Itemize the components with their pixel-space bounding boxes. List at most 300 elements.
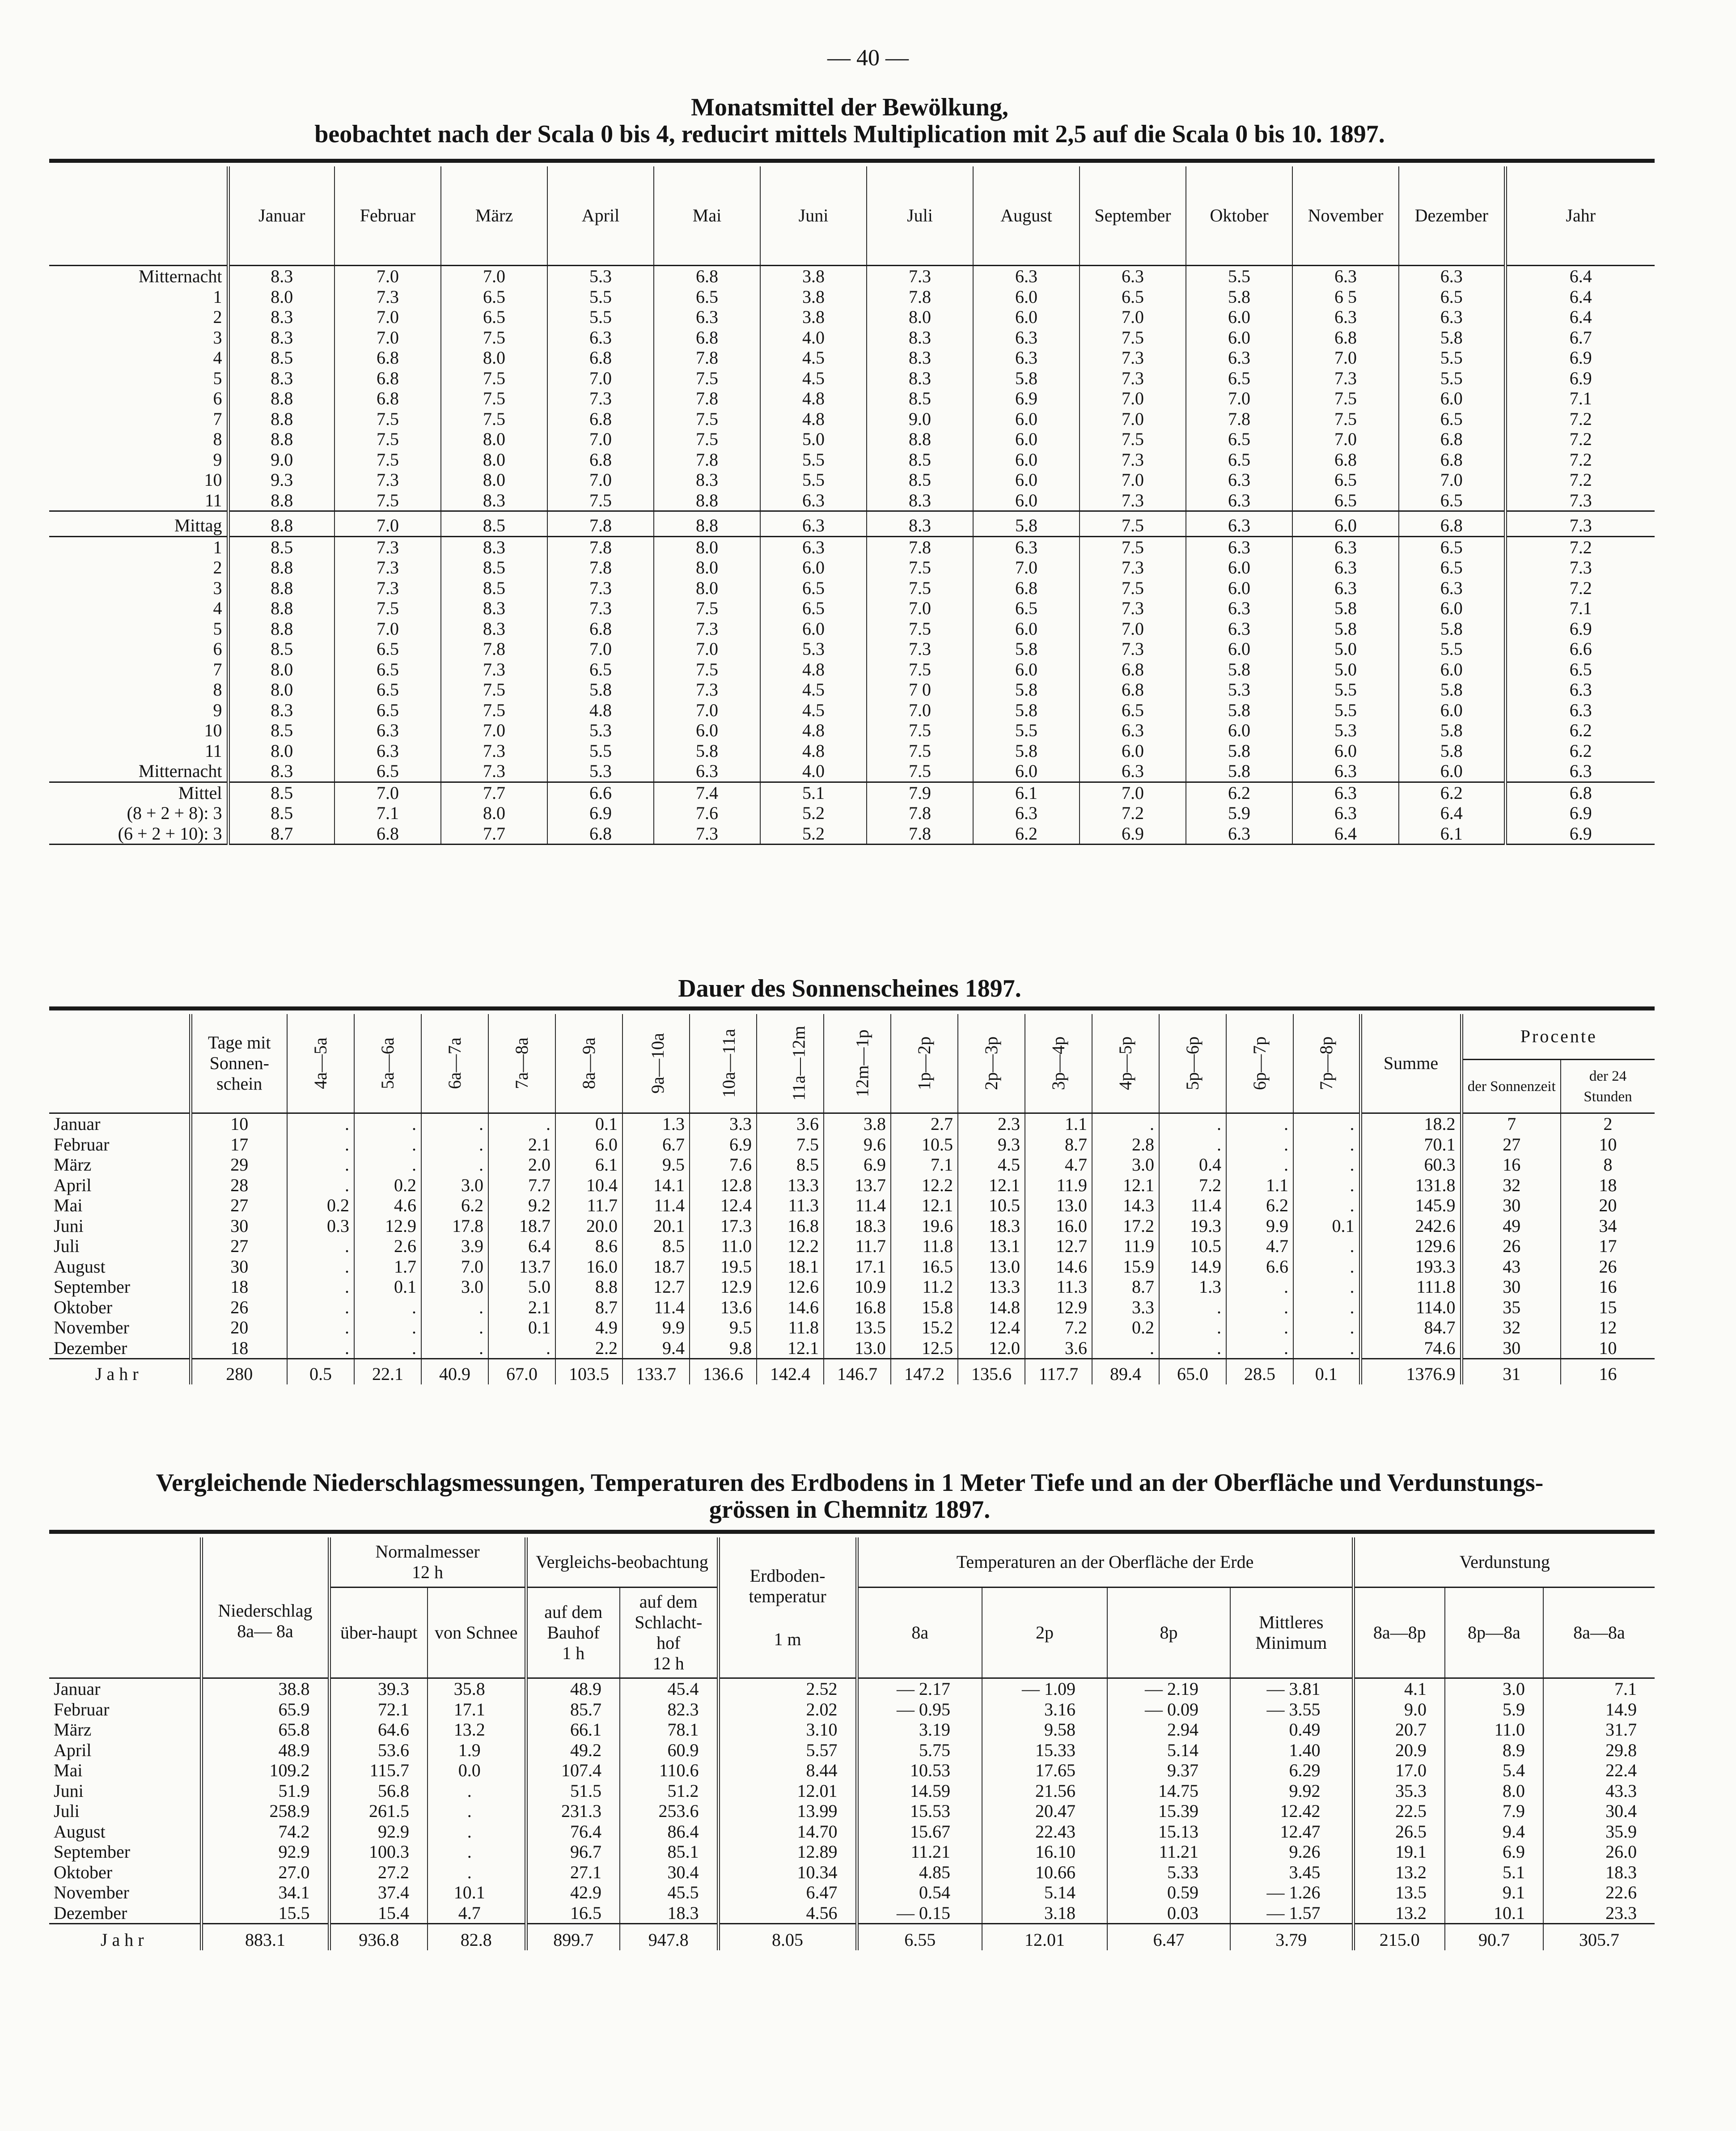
value-cell: — 1.26: [1230, 1882, 1353, 1903]
value-cell: 6.6: [1505, 639, 1655, 659]
hour-cell: 135.6: [958, 1359, 1025, 1384]
value-cell: 6.0: [760, 619, 867, 639]
schlachthof-sub: 12 h: [652, 1653, 684, 1673]
value-cell: 27.2: [329, 1862, 428, 1883]
value-cell: 7 0: [867, 679, 973, 700]
hour-cell: .: [1226, 1155, 1293, 1175]
value-cell: 3.8: [760, 266, 867, 287]
value-cell: 5.8: [973, 679, 1080, 700]
value-cell: 8.9: [1445, 1740, 1543, 1761]
value-cell: 6.0: [1399, 659, 1505, 680]
value-cell: 6.47: [718, 1882, 857, 1903]
value-cell: 5.8: [973, 511, 1080, 537]
hour-cell: 11.9: [1092, 1236, 1159, 1257]
value-cell: 6.0: [1186, 327, 1292, 348]
hour-cell: 0.1: [1293, 1359, 1360, 1384]
hour-cell: .: [354, 1134, 421, 1155]
procente-sonnenzeit-cell: 32: [1461, 1317, 1561, 1338]
value-cell: 7.0: [1399, 470, 1505, 490]
row-label: 8: [213, 429, 222, 449]
hour-cell: 103.5: [555, 1359, 622, 1384]
value-cell: 6.55: [857, 1924, 982, 1950]
value-cell: 7.5: [547, 490, 654, 511]
tage-header: Tage mit Sonnen-schein: [191, 1014, 287, 1113]
value-cell: 6.8: [1399, 450, 1505, 470]
hour-cell: 117.7: [1025, 1359, 1092, 1384]
row-label: 10: [204, 470, 222, 490]
month-label: Oktober: [54, 1862, 113, 1882]
value-cell: 7.5: [867, 761, 973, 782]
value-cell: 5.5: [1292, 679, 1399, 700]
value-cell: — 0.09: [1107, 1699, 1230, 1720]
value-cell: 7.8: [867, 803, 973, 824]
value-cell: 7.3: [1080, 368, 1186, 389]
hour-cell: 6.2: [1226, 1195, 1293, 1216]
value-cell: 48.9: [526, 1678, 620, 1699]
value-cell: 6.3: [1186, 619, 1292, 639]
value-cell: 14.75: [1107, 1781, 1230, 1801]
procente-sonnenzeit-cell: 30: [1461, 1338, 1561, 1359]
month-label: August: [54, 1821, 106, 1842]
value-cell: 35.3: [1353, 1781, 1445, 1801]
value-cell: 6.8: [1080, 679, 1186, 700]
value-cell: 6.0: [1399, 700, 1505, 721]
month-label: August: [54, 1256, 106, 1277]
hour-cell: 20.1: [622, 1216, 690, 1236]
value-cell: 9.37: [1107, 1760, 1230, 1781]
hour-cell: 13.1: [958, 1236, 1025, 1257]
hour-cell: 2.0: [488, 1155, 555, 1175]
hour-cell: .: [1293, 1338, 1360, 1359]
table-row: [49, 287, 1655, 307]
value-cell: 13.2: [428, 1719, 526, 1740]
hour-cell: .: [287, 1134, 354, 1155]
value-cell: 5.57: [718, 1740, 857, 1761]
value-cell: 4.85: [857, 1862, 982, 1883]
hour-cell: 15.8: [891, 1297, 958, 1318]
value-cell: 6.3: [1505, 700, 1655, 721]
value-cell: 6.3: [1080, 266, 1186, 287]
value-cell: 8.5: [228, 803, 334, 824]
hour-cell: 13.0: [1025, 1195, 1092, 1216]
hour-cell: .: [1159, 1134, 1226, 1155]
value-cell: 12.42: [1230, 1801, 1353, 1821]
value-cell: 7.3: [547, 598, 654, 619]
month-label: Juli: [54, 1801, 80, 1821]
hour-cell: 147.2: [891, 1359, 958, 1384]
value-cell: 4.8: [760, 409, 867, 429]
hour-cell: 1.1: [1226, 1175, 1293, 1196]
value-cell: 6.8: [334, 368, 441, 389]
hour-cell: 14.8: [958, 1297, 1025, 1318]
tage-cell: 28: [191, 1175, 287, 1196]
hour-cell: 0.1: [555, 1113, 622, 1134]
value-cell: 6.3: [760, 536, 867, 557]
value-cell: 6.5: [334, 761, 441, 782]
hour-label: 1p—2p: [914, 1036, 934, 1090]
value-cell: 7.3: [1080, 348, 1186, 368]
value-cell: 8.8: [228, 429, 334, 450]
value-cell: 8.5: [228, 720, 334, 741]
value-cell: 6.5: [1186, 450, 1292, 470]
procente-24h-header: der 24 Stunden: [1561, 1060, 1655, 1113]
hour-cell: .: [287, 1155, 354, 1175]
value-cell: 6.5: [760, 578, 867, 599]
value-cell: 6.0: [973, 490, 1080, 511]
value-cell: 7.5: [654, 659, 760, 680]
hour-cell: 12.9: [1025, 1297, 1092, 1318]
value-cell: 5.8: [1399, 720, 1505, 741]
cloudiness-table: [49, 166, 1655, 845]
tage-cell: 27: [191, 1195, 287, 1216]
value-cell: 5.5: [547, 307, 654, 327]
hour-cell: 11.3: [757, 1195, 824, 1216]
value-cell: 5.9: [1186, 803, 1292, 824]
hour-label: 12m—1p: [852, 1029, 872, 1097]
value-cell: 7.5: [654, 429, 760, 450]
erdboden-header: [718, 1537, 857, 1678]
hour-cell: 22.1: [354, 1359, 421, 1384]
hour-cell: 4.6: [354, 1195, 421, 1216]
value-cell: 8.5: [441, 557, 547, 578]
value-cell: — 1.09: [982, 1678, 1107, 1699]
value-cell: 5.1: [1445, 1862, 1543, 1883]
value-cell: 7.3: [1292, 368, 1399, 389]
value-cell: 9.0: [1353, 1699, 1445, 1720]
hour-cell: 3.3: [1092, 1297, 1159, 1318]
value-cell: 12.89: [718, 1842, 857, 1862]
value-cell: 10.1: [428, 1882, 526, 1903]
value-cell: 51.5: [526, 1781, 620, 1801]
month-label: Januar: [54, 1679, 101, 1699]
month-label: September: [54, 1277, 131, 1297]
hour-cell: 8.8: [555, 1277, 622, 1297]
value-cell: 8.3: [228, 307, 334, 327]
hour-cell: 10.5: [891, 1134, 958, 1155]
value-cell: 6.9: [1505, 348, 1655, 368]
value-cell: 5.3: [547, 720, 654, 741]
table-row: [49, 1740, 1655, 1761]
value-cell: 7.0: [547, 470, 654, 490]
value-cell: 14.70: [718, 1821, 857, 1842]
hour-label: 5p—6p: [1182, 1036, 1202, 1090]
value-cell: 9.92: [1230, 1781, 1353, 1801]
hour-header: [488, 1014, 555, 1113]
row-label: 1: [213, 286, 222, 307]
value-cell: 6.0: [1186, 720, 1292, 741]
summe-cell: 193.3: [1360, 1257, 1461, 1277]
value-cell: 5.5: [1399, 368, 1505, 389]
row-label: 7: [213, 408, 222, 429]
verdunstung-8a8p-header: 8a—8p: [1353, 1588, 1445, 1678]
value-cell: 6.0: [1399, 388, 1505, 409]
hour-cell: 3.6: [757, 1113, 824, 1134]
hour-cell: 0.4: [1159, 1155, 1226, 1175]
value-cell: .: [428, 1781, 526, 1801]
value-cell: 7.3: [441, 761, 547, 782]
value-cell: 92.9: [329, 1821, 428, 1842]
value-cell: 7.3: [1080, 557, 1186, 578]
table1-header-row: [49, 166, 1655, 266]
hour-cell: 136.6: [690, 1359, 757, 1384]
hour-cell: 0.2: [1092, 1317, 1159, 1338]
table1-corner: [49, 166, 228, 266]
table-row: [49, 1719, 1655, 1740]
value-cell: 6.3: [1186, 536, 1292, 557]
hour-cell: 0.2: [287, 1195, 354, 1216]
procente-sonnenzeit-cell: 27: [1461, 1134, 1561, 1155]
value-cell: 30.4: [620, 1862, 718, 1883]
hour-cell: .: [421, 1134, 488, 1155]
value-cell: .: [428, 1842, 526, 1862]
row-label: 9: [213, 700, 222, 720]
procente-24h-cell: 16: [1561, 1359, 1655, 1384]
hour-header: [891, 1014, 958, 1113]
value-cell: 9.4: [1445, 1821, 1543, 1842]
value-cell: 6.3: [1292, 557, 1399, 578]
value-cell: 7.1: [1505, 598, 1655, 619]
value-cell: 15.4: [329, 1903, 428, 1924]
value-cell: 8.0: [441, 450, 547, 470]
value-cell: 258.9: [201, 1801, 329, 1821]
value-cell: 6.0: [973, 409, 1080, 429]
hour-cell: 12.0: [958, 1338, 1025, 1359]
procente-sonnenzeit-cell: 30: [1461, 1195, 1561, 1216]
value-cell: 6.0: [1080, 741, 1186, 761]
value-cell: 8.0: [228, 679, 334, 700]
value-cell: — 0.95: [857, 1699, 982, 1720]
value-cell: 7.0: [654, 700, 760, 721]
value-cell: .: [428, 1862, 526, 1883]
hour-cell: .: [1293, 1134, 1360, 1155]
hour-header: [1293, 1014, 1360, 1113]
value-cell: — 3.81: [1230, 1678, 1353, 1699]
hour-cell: 7.1: [891, 1155, 958, 1175]
schlachthof-label: auf dem Schlacht-hof: [635, 1592, 703, 1653]
hour-label: 11a—12m: [788, 1026, 809, 1101]
hour-cell: 18.3: [824, 1216, 891, 1236]
value-cell: 8.3: [228, 761, 334, 782]
hour-cell: 4.7: [1226, 1236, 1293, 1257]
value-cell: 6.5: [1399, 490, 1505, 511]
value-cell: 253.6: [620, 1801, 718, 1821]
value-cell: 7.0: [1292, 429, 1399, 450]
hour-cell: 0.1: [354, 1277, 421, 1297]
hour-header: [287, 1014, 354, 1113]
hour-cell: .: [488, 1113, 555, 1134]
table2-corner: [49, 1014, 191, 1113]
value-cell: 5.8: [1186, 761, 1292, 782]
column-header: Jahr: [1505, 166, 1655, 266]
hour-cell: 10.5: [958, 1195, 1025, 1216]
value-cell: 16.5: [526, 1903, 620, 1924]
value-cell: 18.3: [1543, 1862, 1655, 1883]
value-cell: 7.3: [1080, 598, 1186, 619]
value-cell: 3.8: [760, 287, 867, 307]
hour-cell: 11.4: [824, 1195, 891, 1216]
column-header: November: [1292, 166, 1399, 266]
hour-cell: 18.1: [757, 1257, 824, 1277]
value-cell: 6.9: [1505, 803, 1655, 824]
value-cell: 7.3: [547, 578, 654, 599]
value-cell: 2.52: [718, 1678, 857, 1699]
value-cell: 5.14: [1107, 1740, 1230, 1761]
value-cell: 6.5: [1292, 470, 1399, 490]
table-row: [49, 1277, 1655, 1297]
hour-header: [1159, 1014, 1226, 1113]
hour-cell: .: [287, 1257, 354, 1277]
value-cell: 6.0: [973, 619, 1080, 639]
hour-cell: 8.7: [555, 1297, 622, 1318]
value-cell: 7.5: [654, 598, 760, 619]
value-cell: 72.1: [329, 1699, 428, 1720]
value-cell: 26.5: [1353, 1821, 1445, 1842]
page-number: — 40 —: [827, 45, 909, 71]
value-cell: 7.0: [867, 700, 973, 721]
hour-cell: 12.9: [354, 1216, 421, 1236]
hour-cell: .: [354, 1338, 421, 1359]
value-cell: 21.56: [982, 1781, 1107, 1801]
value-cell: 7.3: [1505, 511, 1655, 537]
value-cell: 5.8: [973, 368, 1080, 389]
hour-cell: 20.0: [555, 1216, 622, 1236]
hour-header: [824, 1014, 891, 1113]
value-cell: 5.3: [547, 266, 654, 287]
value-cell: 3.0: [1445, 1678, 1543, 1699]
hour-cell: 16.0: [555, 1257, 622, 1277]
value-cell: 85.7: [526, 1699, 620, 1720]
value-cell: 6.5: [760, 598, 867, 619]
value-cell: 6.2: [1505, 720, 1655, 741]
value-cell: 5.8: [1186, 287, 1292, 307]
oberflaeche-header: Temperaturen an der Oberfläche der Erde: [857, 1537, 1353, 1588]
value-cell: 6.8: [654, 327, 760, 348]
value-cell: 6 5: [1292, 287, 1399, 307]
value-cell: 5.8: [1292, 619, 1399, 639]
value-cell: 6.0: [1399, 598, 1505, 619]
row-label: Mittag: [49, 511, 228, 537]
value-cell: 6.2: [1399, 782, 1505, 803]
hour-cell: 14.6: [757, 1297, 824, 1318]
summe-cell: 70.1: [1360, 1134, 1461, 1155]
hour-cell: 11.3: [1025, 1277, 1092, 1297]
value-cell: 8.0: [867, 307, 973, 327]
value-cell: 22.4: [1543, 1760, 1655, 1781]
hour-label: 4p—5p: [1115, 1036, 1135, 1090]
value-cell: 7.8: [547, 557, 654, 578]
value-cell: 305.7: [1543, 1924, 1655, 1950]
hour-cell: 9.5: [690, 1317, 757, 1338]
row-label: 1: [49, 536, 228, 557]
hour-cell: .: [287, 1175, 354, 1196]
normalmesser-label: Normalmesser: [375, 1541, 480, 1562]
table-row: [49, 1134, 1655, 1155]
hour-cell: 17.2: [1092, 1216, 1159, 1236]
value-cell: 6.9: [1505, 368, 1655, 389]
value-cell: 7.3: [654, 679, 760, 700]
value-cell: 5.8: [973, 741, 1080, 761]
value-cell: 7.5: [867, 741, 973, 761]
value-cell: 5.4: [1445, 1760, 1543, 1781]
value-cell: 8.8: [228, 578, 334, 599]
value-cell: 7.2: [1505, 578, 1655, 599]
hour-cell: 13.5: [824, 1317, 891, 1338]
value-cell: 7.5: [334, 409, 441, 429]
value-cell: 8.0: [228, 741, 334, 761]
hour-cell: .: [421, 1338, 488, 1359]
value-cell: 5.5: [973, 720, 1080, 741]
summe-cell: 129.6: [1360, 1236, 1461, 1257]
hour-cell: 9.5: [622, 1155, 690, 1175]
table-row: [49, 388, 1655, 409]
month-label: Dezember: [54, 1902, 127, 1923]
value-cell: 6.2: [1505, 741, 1655, 761]
value-cell: 6.5: [1399, 557, 1505, 578]
value-cell: 7.3: [334, 287, 441, 307]
value-cell: 7.1: [1543, 1678, 1655, 1699]
hour-cell: 3.6: [1025, 1338, 1092, 1359]
value-cell: 8.3: [867, 327, 973, 348]
hour-label: 2p—3p: [981, 1036, 1001, 1090]
verdunstung-8a8a-header: 8a—8a: [1543, 1588, 1655, 1678]
row-label: (8 + 2 + 8): 3: [127, 803, 222, 823]
value-cell: 6.3: [1505, 761, 1655, 782]
hour-cell: 65.0: [1159, 1359, 1226, 1384]
hour-cell: 12.1: [1092, 1175, 1159, 1196]
value-cell: 6.3: [1292, 307, 1399, 327]
value-cell: 7.5: [441, 388, 547, 409]
value-cell: 82.3: [620, 1699, 718, 1720]
column-header: September: [1080, 166, 1186, 266]
value-cell: 4.56: [718, 1903, 857, 1924]
hour-cell: 7.7: [488, 1175, 555, 1196]
value-cell: 90.7: [1445, 1924, 1543, 1950]
table-row: [49, 557, 1655, 578]
hour-cell: 4.5: [958, 1155, 1025, 1175]
value-cell: 5.5: [547, 741, 654, 761]
bauhof-label: auf dem Bauhof: [544, 1602, 603, 1643]
tage-cell: 18: [191, 1338, 287, 1359]
hour-cell: 6.2: [421, 1195, 488, 1216]
value-cell: 6.5: [441, 287, 547, 307]
hour-cell: .: [1293, 1297, 1360, 1318]
value-cell: 6.7: [1505, 327, 1655, 348]
table2-title: Dauer des Sonnenscheines 1897.: [678, 975, 1021, 1002]
hour-cell: 15.9: [1092, 1257, 1159, 1277]
value-cell: 10.34: [718, 1862, 857, 1883]
hour-cell: 0.3: [287, 1216, 354, 1236]
value-cell: 6.3: [1292, 578, 1399, 599]
hour-cell: 2.8: [1092, 1134, 1159, 1155]
value-cell: 56.8: [329, 1781, 428, 1801]
value-cell: 6.3: [1399, 266, 1505, 287]
hour-cell: 17.1: [824, 1257, 891, 1277]
value-cell: 5.75: [857, 1740, 982, 1761]
hour-cell: 4.9: [555, 1317, 622, 1338]
value-cell: 8.3: [867, 490, 973, 511]
column-header: März: [441, 166, 547, 266]
hour-cell: 28.5: [1226, 1359, 1293, 1384]
value-cell: 7.8: [1186, 409, 1292, 429]
value-cell: 5.8: [1399, 619, 1505, 639]
value-cell: .: [428, 1821, 526, 1842]
value-cell: 7.2: [1505, 409, 1655, 429]
table1-title: [45, 94, 1655, 148]
value-cell: 8.5: [228, 639, 334, 659]
value-cell: 7.5: [1080, 327, 1186, 348]
value-cell: 53.6: [329, 1740, 428, 1761]
procente-24h-cell: 10: [1561, 1134, 1655, 1155]
